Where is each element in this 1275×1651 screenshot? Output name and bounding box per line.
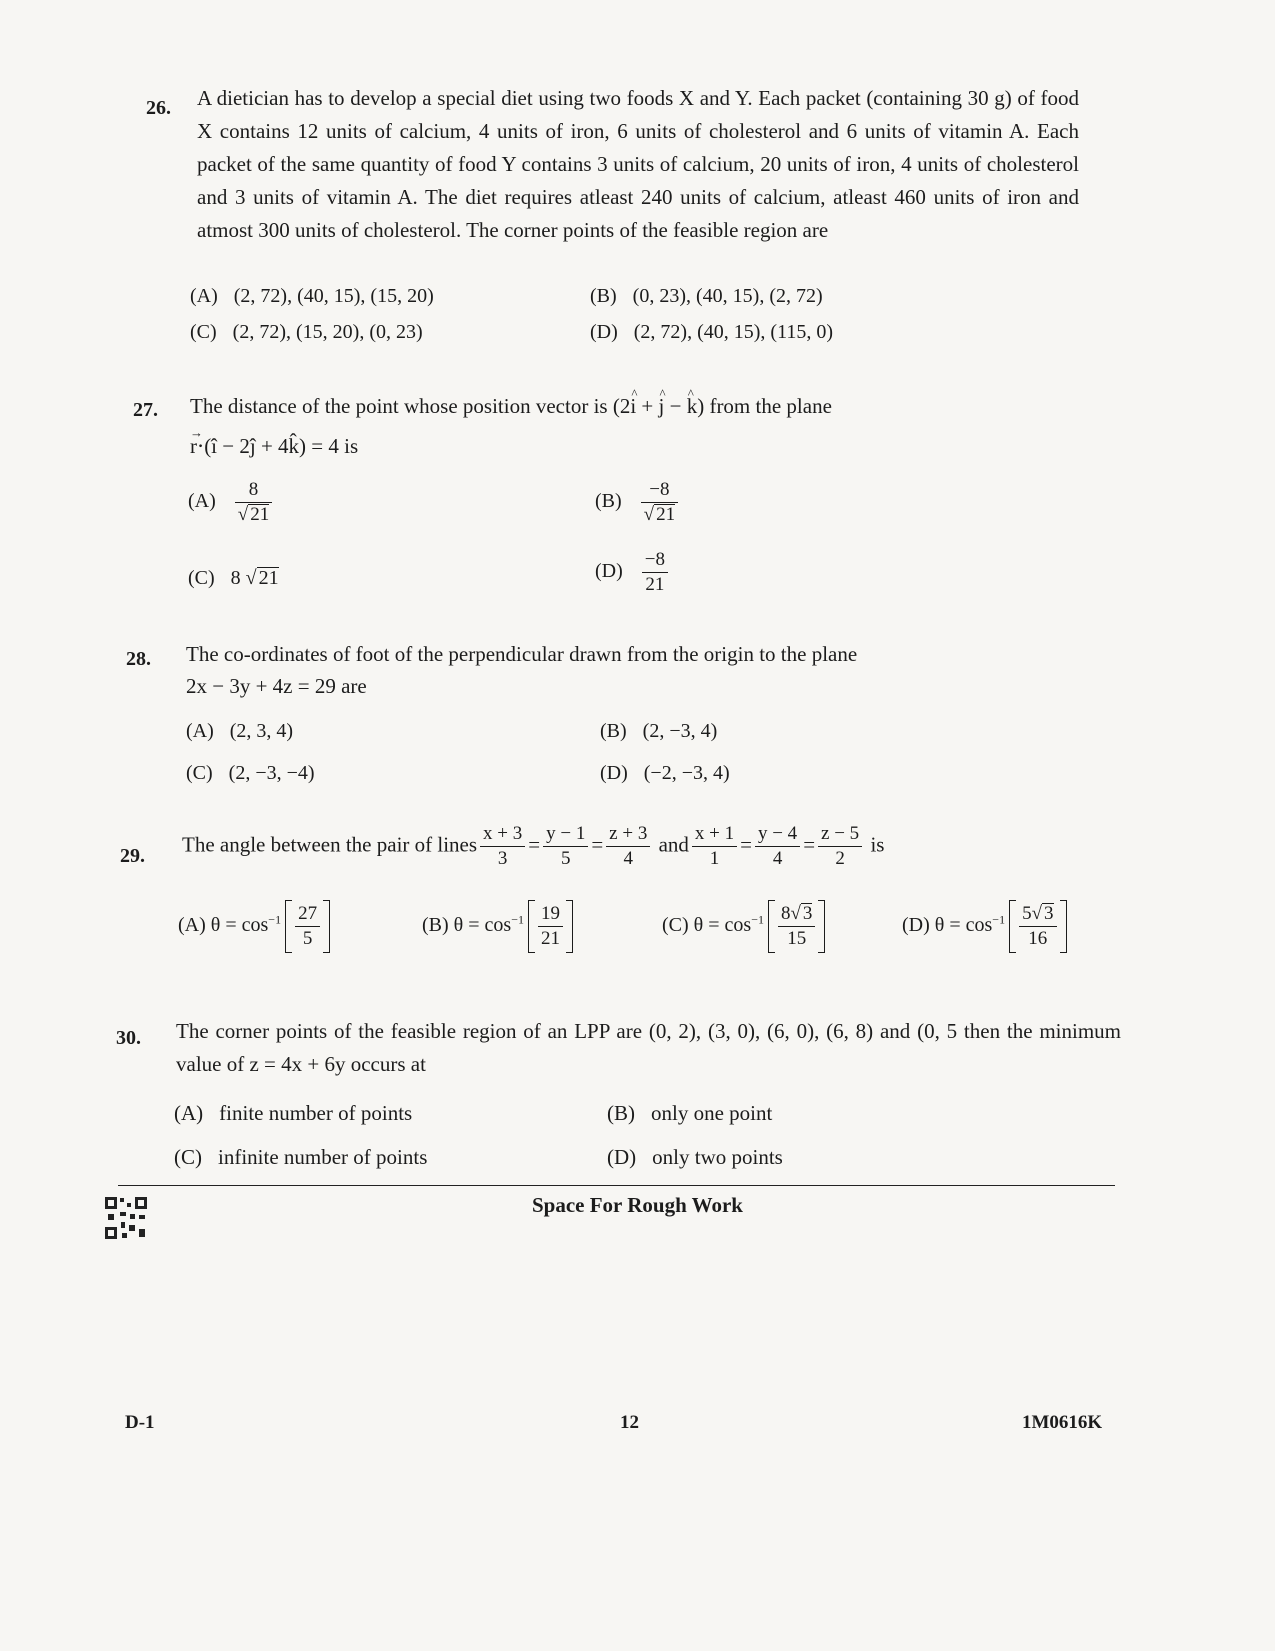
fraction	[543, 822, 588, 871]
option-text: (2, −3, 4)	[642, 720, 718, 742]
denominator: 21	[645, 574, 665, 595]
numerator: y − 1	[543, 822, 588, 847]
fraction	[692, 822, 737, 871]
fraction	[606, 822, 650, 871]
numerator: z − 5	[818, 822, 862, 847]
denominator: 1	[709, 848, 720, 869]
option-text: infinite number of points	[218, 1145, 428, 1169]
numerator: 19	[538, 902, 563, 927]
option-text: (2, 72), (15, 20), (0, 23)	[232, 321, 423, 343]
option-c	[186, 757, 315, 790]
option-b	[600, 715, 717, 748]
fraction	[818, 822, 862, 871]
numerator: 8√ 3	[778, 902, 815, 927]
question-number: 29.	[120, 845, 145, 867]
option-text: (2, 72), (40, 15), (115, 0)	[633, 321, 833, 343]
option-label: (C)	[186, 762, 213, 784]
option-label: (C)	[190, 321, 217, 343]
vector-r	[190, 425, 203, 463]
is-word: is	[870, 832, 885, 857]
option-text: (−2, −3, 4)	[643, 762, 730, 784]
question-text: A dietician has to develop a special diet using two foods X and Y. Each packet (containing 30 g) of food X contains 12 units of calcium, 4 units of iron, 6 units of cholesterol and 6 units of vitamin A. Each packet of the same quantity of food Y contains 3 units of calcium, 20 units of iron, 4 units of cholesterol and 3 units of vitamin A. The diet requires atleast 240 units of calcium, atleast 460 units of iron and atmost 300 units of cholesterol. The corner points of the feasible region are	[197, 86, 1079, 242]
question-text-part: −	[664, 394, 687, 418]
equals: =	[528, 832, 541, 857]
equals: =	[740, 832, 752, 857]
option-label: (B)	[590, 285, 617, 307]
bracket	[285, 900, 330, 953]
option-d	[902, 900, 1067, 953]
inverse-sup: −1	[268, 912, 282, 927]
question-number: 28.	[126, 648, 151, 670]
fraction	[641, 478, 678, 527]
fraction	[778, 902, 815, 951]
numerator: 8	[235, 478, 272, 503]
footer-left: D-1	[125, 1412, 155, 1433]
page-number: 12	[620, 1412, 639, 1433]
denominator: 4	[772, 848, 783, 869]
vector-arrow-icon: →	[190, 425, 203, 440]
option-text: finite number of points	[219, 1101, 413, 1125]
inverse-sup: −1	[992, 912, 1006, 927]
denominator: 3	[497, 848, 508, 869]
unit-vector-i: i ^	[630, 390, 636, 423]
denominator: 5	[302, 928, 313, 949]
option-a	[186, 715, 293, 748]
option-text: (2, 3, 4)	[229, 720, 294, 742]
option-c	[174, 1141, 427, 1174]
option-text: (2, −3, −4)	[228, 762, 315, 784]
numerator: x + 3	[480, 822, 525, 847]
numerator: 27	[295, 902, 320, 927]
option-a	[178, 900, 330, 953]
option-label: (A)	[186, 720, 214, 742]
option-b	[422, 900, 573, 953]
denominator: √ 21	[643, 504, 676, 525]
option-label: (B)	[607, 1101, 635, 1125]
question-text	[190, 390, 1090, 423]
question-text: The corner points of the feasible region of an LPP are (0, 2), (3, 0), (6, 0), (6, 8) and (0, 5 then the minimum value of z = 4x + 6y occurs at	[176, 1019, 1121, 1076]
option-d	[590, 316, 833, 349]
inverse-sup: −1	[511, 912, 524, 927]
option-a	[188, 478, 275, 527]
radicand: 3	[1044, 903, 1054, 924]
option-c	[662, 900, 825, 953]
inverse-sup: −1	[751, 912, 764, 927]
numerator: z + 3	[606, 822, 650, 847]
denominator: 5	[560, 848, 571, 869]
option-label: (D)	[595, 560, 623, 583]
option-b	[595, 478, 681, 527]
question-text-part: +	[636, 394, 659, 418]
option-text: only two points	[652, 1145, 783, 1169]
option-a	[190, 280, 434, 313]
theta-cos: θ = cos	[693, 914, 752, 937]
plane-equation	[190, 425, 359, 463]
option-label: (D)	[902, 914, 930, 937]
numerator: 5√ 3	[1019, 902, 1056, 927]
option-label: (D)	[600, 762, 628, 784]
numerator: y − 4	[755, 822, 800, 847]
option-d	[607, 1141, 783, 1174]
question-text-part: The angle between the pair of lines	[182, 832, 478, 857]
question-text	[182, 822, 884, 871]
footer-code: 1M0616K	[1022, 1412, 1103, 1433]
numerator: −8	[641, 478, 678, 503]
denominator: 2	[835, 848, 845, 869]
and-word: and	[658, 832, 689, 857]
theta-cos: θ = cos	[210, 914, 269, 937]
option-label: (D)	[607, 1145, 637, 1169]
option-c	[190, 316, 423, 349]
unit-vector-k: k ^	[687, 390, 698, 423]
option-b	[607, 1097, 772, 1130]
denominator: 21	[540, 928, 560, 949]
radicand: 21	[250, 504, 270, 525]
denominator: 4	[623, 848, 633, 869]
coefficient: 8	[780, 903, 791, 924]
option-d	[600, 757, 730, 790]
option-label: (C)	[174, 1145, 202, 1169]
radicand: 3	[802, 903, 813, 924]
option-text: only one point	[651, 1101, 773, 1125]
denominator: √ 21	[237, 504, 270, 525]
theta-cos: θ = cos	[934, 914, 993, 937]
fraction	[1019, 902, 1056, 951]
plane-text: ⋅(î − 2ĵ + 4k̂) = 4 is	[197, 434, 359, 458]
option-label: (D)	[590, 321, 618, 343]
fraction	[538, 902, 563, 951]
rough-work-heading: Space For Rough Work	[531, 1193, 743, 1217]
unit-vector-j: j ^	[659, 390, 665, 423]
option-label: (A)	[174, 1101, 204, 1125]
question-text: The co-ordinates of foot of the perpendicular drawn from the origin to the plane	[186, 642, 858, 666]
numerator: x + 1	[692, 822, 737, 847]
question-number: 26.	[146, 97, 171, 119]
divider-line	[118, 1185, 1115, 1186]
question-text-part: The distance of the point whose position vector is (2	[190, 394, 631, 418]
bracket	[1009, 900, 1066, 953]
option-label: (A)	[190, 285, 218, 307]
option-a	[174, 1097, 412, 1130]
question-number: 27.	[133, 399, 158, 421]
question-text-part: ) from the plane	[697, 394, 832, 418]
option-d	[595, 548, 671, 597]
option-text: (2, 72), (40, 15), (15, 20)	[233, 285, 434, 307]
radicand: 21	[656, 504, 676, 525]
option-label: (C)	[188, 567, 215, 589]
coefficient: 5	[1022, 903, 1032, 924]
fraction	[295, 902, 320, 951]
option-label: (A)	[178, 914, 206, 937]
option-text: (0, 23), (40, 15), (2, 72)	[632, 285, 823, 307]
question-text-line2: 2x − 3y + 4z = 29 are	[186, 674, 367, 698]
option-label: (C)	[662, 914, 689, 937]
bracket	[528, 900, 573, 953]
option-label: (B)	[595, 490, 622, 513]
radicand: 21	[258, 567, 279, 589]
fraction	[642, 548, 668, 597]
theta-cos: θ = cos	[453, 914, 512, 937]
numerator: −8	[642, 548, 668, 573]
vector-r-symbol: r	[190, 434, 197, 458]
fraction	[755, 822, 800, 871]
coefficient: 8	[230, 567, 241, 589]
option-label: (B)	[422, 914, 449, 937]
denominator: 15	[787, 928, 807, 949]
question-number: 30.	[116, 1027, 141, 1049]
bracket	[768, 900, 825, 953]
option-label: (B)	[600, 720, 627, 742]
equals: =	[591, 832, 604, 857]
fraction	[480, 822, 525, 871]
equals: =	[803, 832, 816, 857]
option-label: (A)	[188, 490, 216, 513]
fraction	[235, 478, 272, 527]
option-b	[590, 280, 823, 313]
denominator: 16	[1028, 928, 1048, 949]
option-c: (C) 8 √ 21	[188, 562, 279, 595]
